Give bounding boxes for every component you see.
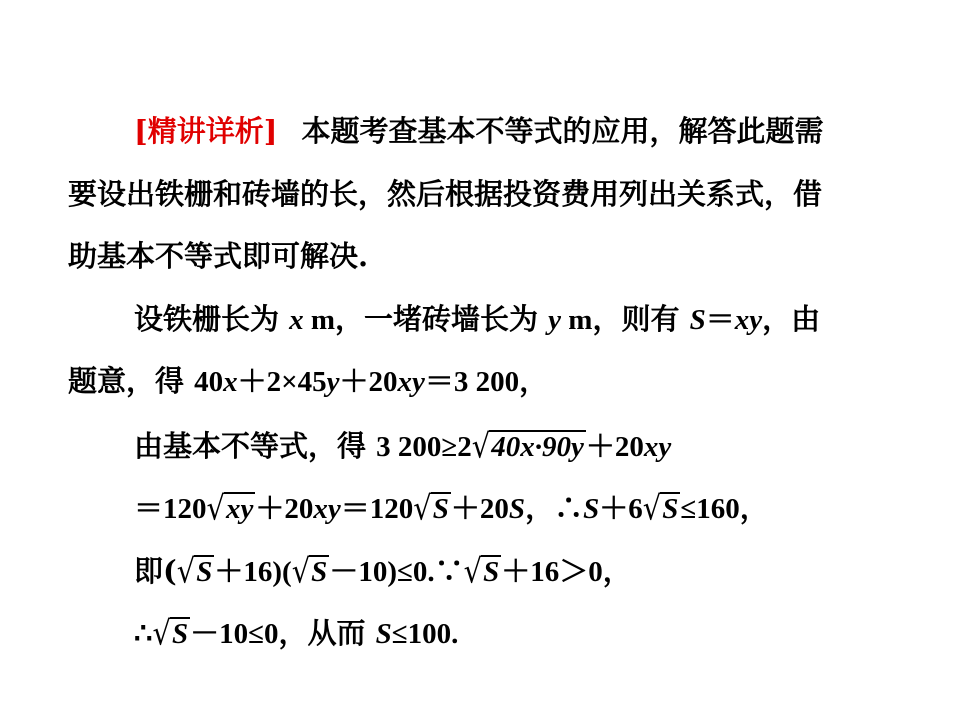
text: ＋20 (339, 366, 398, 398)
radical-sign-icon: √ (463, 551, 483, 591)
text: 由基本不等式，得 (134, 429, 367, 463)
square-root (206, 488, 256, 528)
number: 40 (194, 366, 224, 398)
text: ＋6 (599, 493, 643, 525)
variable: x (289, 304, 304, 336)
text: 题意，得 (68, 364, 185, 398)
square-root (463, 551, 502, 591)
text: 设铁栅长为 (134, 302, 280, 336)
text: －10)≤0.∵ (329, 556, 464, 588)
radical-sign-icon: √ (642, 488, 662, 528)
variable: S (508, 493, 526, 525)
variable: xy (643, 431, 672, 463)
text: －10≤0，从而 (190, 618, 366, 650)
radical-sign-icon: √ (176, 551, 196, 591)
variable: S (689, 304, 706, 336)
therefore-symbol: ∴ (134, 616, 153, 650)
variable: xy (734, 304, 763, 336)
text: ≤160， (680, 493, 769, 525)
radicand: S (311, 556, 328, 588)
text: 即( (134, 554, 177, 588)
square-root (413, 488, 451, 528)
solution-line-6 (134, 613, 459, 653)
text: 3 200≥2 (376, 431, 472, 463)
solution-line-3 (134, 426, 672, 466)
analysis-line-3 (68, 239, 369, 273)
text: ，由 (762, 302, 821, 336)
variable: y (326, 366, 340, 398)
text: ＝120 (134, 493, 207, 525)
text: ＝3 200， (424, 366, 549, 398)
square-root (291, 551, 330, 591)
variable: xy (397, 366, 425, 398)
radical-sign-icon: √ (206, 488, 225, 528)
radical-sign-icon: √ (291, 551, 311, 591)
analysis-text: 本题考查基本不等式的应用，解答此题需 (301, 114, 824, 148)
square-root (176, 551, 215, 591)
text: m，一堵砖墙长为 (303, 304, 539, 336)
text: ＋16＞0， (501, 556, 632, 588)
square-root (471, 426, 586, 466)
variable: S (375, 618, 392, 650)
solution-line-4 (134, 488, 769, 528)
radical-sign-icon: √ (152, 613, 171, 653)
variable: y (548, 304, 562, 336)
text: ＝ (705, 302, 735, 336)
text: m，则有 (561, 304, 680, 336)
radical-sign-icon: √ (471, 426, 491, 466)
radicand: S (171, 618, 189, 650)
analysis-text: 助基本不等式即可解决. (68, 239, 369, 273)
radical-sign-icon: √ (413, 488, 432, 528)
analysis-line-2 (68, 177, 823, 211)
text: ＋2×45 (237, 366, 327, 398)
variable: xy (313, 493, 341, 525)
square-root (152, 613, 190, 653)
radicand: S (483, 556, 500, 588)
solution-line-5 (134, 551, 632, 591)
text: ＋20 (450, 493, 509, 525)
text: ＋16)( (214, 556, 292, 588)
text: ＝120 (340, 493, 414, 525)
radicand: S (196, 556, 213, 588)
radicand: S (662, 493, 679, 525)
variable: S (583, 493, 600, 525)
analysis-text: 要设出铁栅和砖墙的长，然后根据投资费用列出关系式，借 (68, 177, 823, 211)
text: ＋20 (255, 493, 314, 525)
square-root (642, 488, 681, 528)
analysis-line-1 (134, 114, 824, 148)
text: ，∴ (525, 491, 584, 525)
radicand: 40x·90y (491, 431, 584, 463)
radicand: S (432, 493, 449, 525)
text: ≤100. (391, 618, 459, 650)
radicand: xy (226, 493, 254, 525)
variable: x (223, 366, 238, 398)
analysis-tag: [精讲详析] (134, 114, 278, 148)
text: ＋20 (585, 431, 644, 463)
solution-line-1 (134, 302, 821, 336)
solution-line-2 (68, 364, 549, 398)
